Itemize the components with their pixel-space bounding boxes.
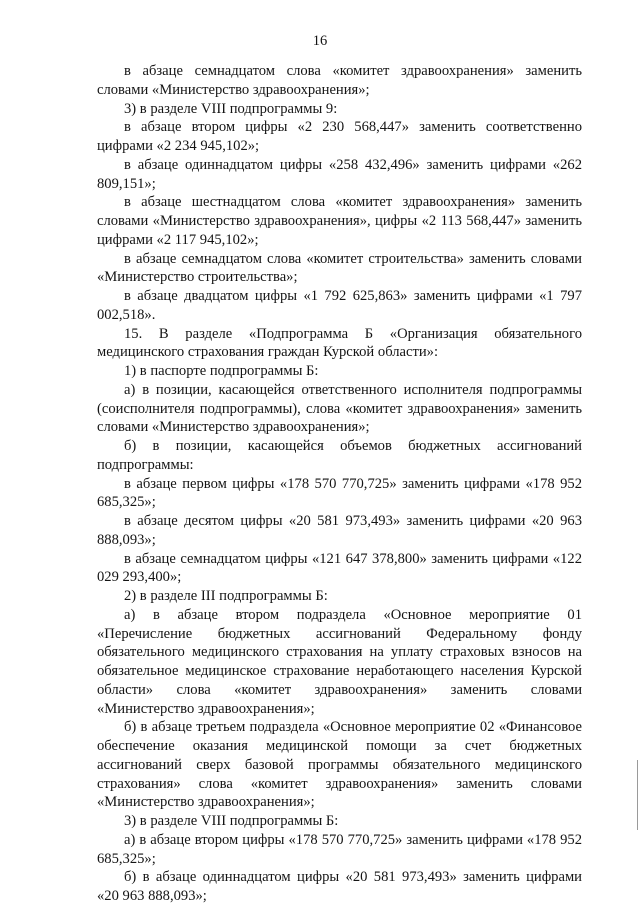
paragraph: в абзаце десятом цифры «20 581 973,493» заменить цифрами «20 963 888,093»; xyxy=(97,513,582,548)
paragraph: в абзаце двадцатом цифры «1 792 625,863» заменить цифрами «1 797 002,518». xyxy=(97,288,582,323)
paragraph: б) в абзаце одиннадцатом цифры «20 581 973,493» заменить цифрами «20 963 888,093»; xyxy=(97,869,582,904)
paragraph: 3) в разделе VIII подпрограммы 9: xyxy=(124,100,338,117)
paragraph: 15. В разделе «Подпрограмма Б «Организация обязательного медицинского страхования граждан Курской области»: xyxy=(97,325,582,361)
paragraph: а) в абзаце втором подраздела «Основное мероприятие 01 «Перечисление бюджетных ассигнований Федеральному фонду обязательного медицинского страхования на уплату страховых взносов на обязательное медицинское страхование неработающего населения Курской области» слова «комитет здравоохранения» заменить словами «Министерство здравоохранения»; xyxy=(97,606,582,717)
scan-edge-mark xyxy=(637,760,638,830)
paragraph: в абзаце первом цифры «178 570 770,725» заменить цифрами «178 952 685,325»; xyxy=(97,475,582,511)
paragraph: 3) в разделе VIII подпрограммы Б: xyxy=(124,813,339,829)
paragraph: а) в позиции, касающейся ответственного исполнителя подпрограммы (соисполнителя подпрограммы), слова «комитет здравоохранения» заменить словами «Министерство здравоохранения»; xyxy=(97,381,582,436)
page-number: 16 xyxy=(312,33,328,49)
paragraph: б) в абзаце третьем подраздела «Основное мероприятие 02 «Финансовое обеспечение оказания медицинской помощи за счет бюджетных ассигнований сверх базовой программы обязательного медицинского страхования» слова «комитет здравоохранения» заменить словами «Министерство здравоохранения»; xyxy=(97,719,582,811)
paragraph: 2) в разделе III подпрограммы Б: xyxy=(124,588,328,604)
paragraph: а) в абзаце втором цифры «178 570 770,725» заменить цифрами «178 952 685,325»; xyxy=(97,831,582,867)
paragraph: в абзаце втором цифры «2 230 568,447» заменить соответственно цифрами «2 234 945,102»; xyxy=(97,119,582,154)
paragraph: в абзаце семнадцатом цифры «121 647 378,800» заменить цифрами «122 029 293,400»; xyxy=(97,550,582,586)
paragraph: в абзаце шестнадцатом слова «комитет здравоохранения» заменить словами «Министерство здравоохранения», цифры «2 113 568,447» заменить цифрами «2 117 945,102»; xyxy=(97,194,582,248)
paragraph: б) в позиции, касающейся объемов бюджетных ассигнований подпрограммы: xyxy=(97,438,582,473)
paragraph: в абзаце одиннадцатом цифры «258 432,496» заменить цифрами «262 809,151»; xyxy=(97,156,582,192)
paragraph: 1) в паспорте подпрограммы Б: xyxy=(124,363,319,379)
paragraph: в абзаце семнадцатом слова «комитет здравоохранения» заменить словами «Министерство здравоохранения»; xyxy=(97,63,582,98)
paragraph: в абзаце семнадцатом слова «комитет строительства» заменить словами «Министерство строительства»; xyxy=(97,250,582,286)
document-body xyxy=(97,62,582,906)
